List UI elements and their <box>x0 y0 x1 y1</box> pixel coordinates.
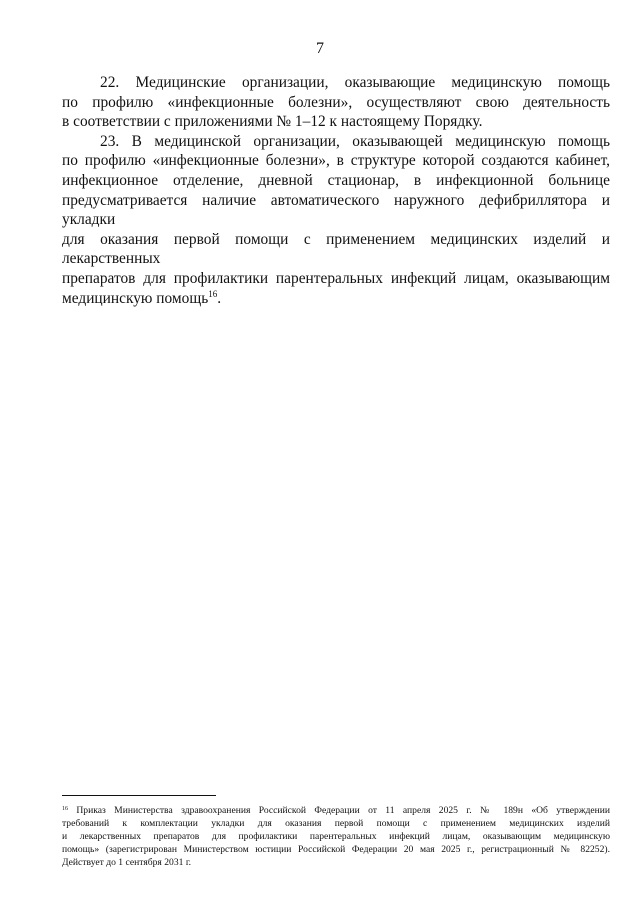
paragraph-22 <box>62 73 610 132</box>
footnote-marker: 16 <box>62 806 68 812</box>
footnote-separator <box>62 795 216 796</box>
page-number: 7 <box>316 40 324 57</box>
footnote-line-1-text: Приказ Министерства здравоохранения Российской Федерации от 11 апреля 2025 г. № 189н «Об утверждении <box>76 805 610 816</box>
paragraph-22-line-3: в соответствии с приложениями № 1–12 к настоящему Порядку. <box>62 113 483 131</box>
paragraph-23-last-text: медицинскую помощь <box>62 289 209 307</box>
paragraph-22-line-1: 22. Медицинские организации, оказывающие медицинскую помощь <box>100 74 610 91</box>
paragraph-23-line-1: 23. В медицинской организации, оказывающей медицинскую помощь <box>100 132 610 150</box>
document-body <box>62 73 610 308</box>
footnote-16 <box>62 804 610 869</box>
footnote-line-3: и лекарственных препаратов для профилактики парентеральных инфекций лицам, оказывающим медицинскую <box>62 831 610 843</box>
footnote-line-4: помощь» (зарегистрирован Министерством юстиции Российской Федерации 20 мая 2025 г., регистрационный № 82252). <box>62 844 610 856</box>
paragraph-23-line-2: по профилю «инфекционные болезни», в структуре которой создаются кабинет, <box>62 152 610 170</box>
footnote-line-1 <box>62 804 610 817</box>
paragraph-23-line-7: медицинскую помощь$^{16}$. <box>62 288 222 307</box>
paragraph-23 <box>62 132 610 308</box>
footnote-line-5: Действует до 1 сентября 2031 г. <box>62 857 192 869</box>
paragraph-23-line-5: для оказания первой помощи с применением медицинских изделий и лекарственных <box>62 230 610 268</box>
paragraph-22-line-2: по профилю «инфекционные болезни», осуществляют свою деятельность <box>62 93 610 111</box>
paragraph-23-line-3: инфекционное отделение, дневной стационар, в инфекционной больнице <box>62 171 610 189</box>
paragraph-23-line-4: предусматривается наличие автоматического наружного дефибриллятора и укладки <box>62 191 610 229</box>
footnote-line-2: требований к комплектации укладки для оказания первой помощи с применением медицинских изделий <box>62 818 610 830</box>
paragraph-23-line-6: препаратов для профилактики парентеральных инфекций лицам, оказывающим <box>62 269 610 287</box>
footnote-reference[interactable]: 16 <box>208 288 218 299</box>
